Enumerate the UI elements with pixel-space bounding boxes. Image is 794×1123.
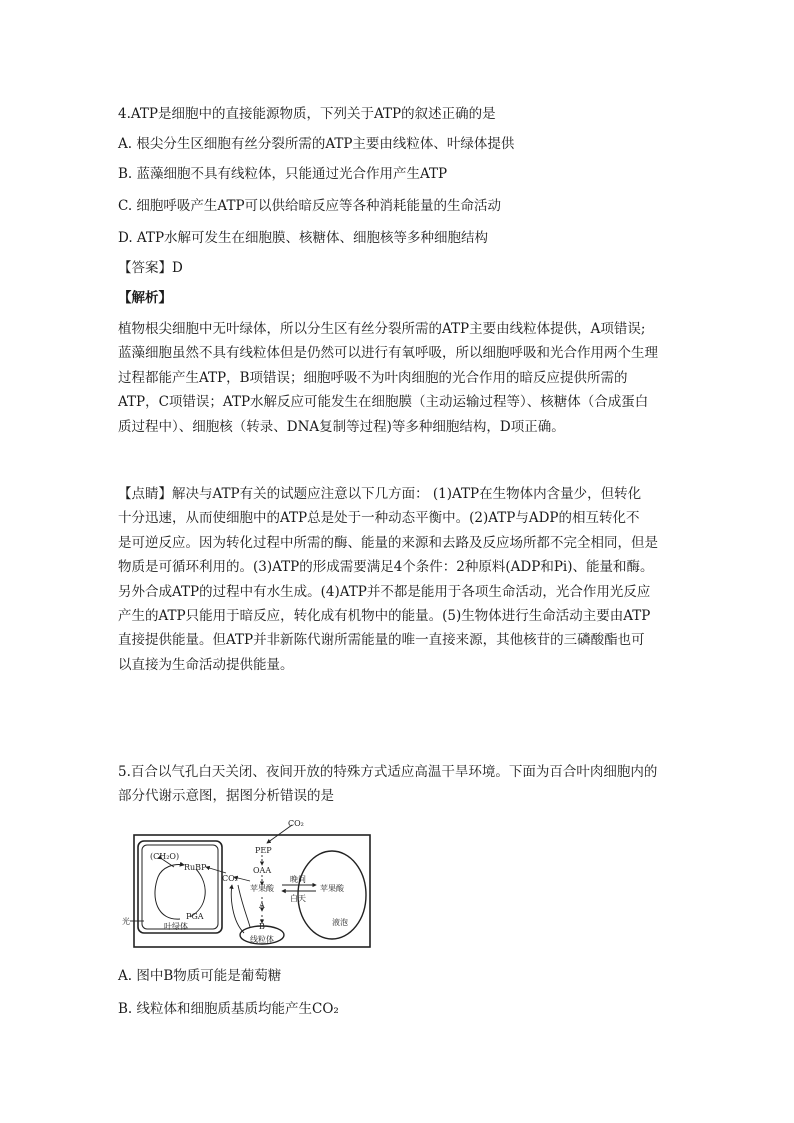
- metabolism-diagram: [122, 815, 374, 949]
- note-line: 产生的ATP只能用于暗反应，转化成有机物中的能量。(5)生物体进行生命活动主要由ATP: [118, 608, 651, 625]
- pga-label: PGA: [186, 912, 204, 921]
- analysis-line: 蓝藻细胞虽然不具有线粒体但是仍然可以进行有氧呼吸，所以细胞呼吸和光合作用两个生理: [118, 345, 658, 362]
- q5-line: 5.百合以气孔白天关闭、夜间开放的特殊方式适应高温干旱环境。下面为百合叶肉细胞内的: [118, 764, 658, 780]
- malate-right-label: 苹果酸: [320, 884, 344, 893]
- analysis-line: 质过程中）、细胞核（转录、DNA复制等过程)等多种细胞结构，D项正确。: [118, 418, 565, 435]
- note-line: 是可逆反应。因为转化过程中所需的酶、能量的来源和去路及反应场所都不完全相同，但是: [118, 534, 658, 551]
- co2-mid-label: CO₂: [222, 874, 238, 883]
- analysis-line: 过程都能产生ATP，B项错误；细胞呼吸不为叶肉细胞的光合作用的暗反应提供所需的: [118, 369, 628, 386]
- question-5-stem: [118, 760, 678, 809]
- analysis-label: 【解析】: [118, 290, 172, 306]
- note-line: 以直接为生命活动提供能量。: [118, 656, 294, 673]
- oaa-label: OAA: [253, 866, 272, 875]
- q4-answer: 【答案】D: [118, 260, 183, 276]
- a-label: A: [259, 901, 265, 910]
- q4-option-c: C. 细胞呼吸产生ATP可以供给暗反应等各种消耗能量的生命活动: [118, 198, 502, 214]
- light-label: 光: [122, 917, 130, 926]
- analysis-line: 植物根尖细胞中无叶绿体，所以分生区有丝分裂所需的ATP主要由线粒体提供，A项错误;: [118, 321, 646, 337]
- q4-option-d: D. ATP水解可发生在细胞膜、核糖体、细胞核等多种细胞结构: [118, 230, 489, 246]
- q5-line: 部分代谢示意图，据图分析错误的是: [118, 788, 334, 805]
- q4-option-b: B. 蓝藻细胞不具有线粒体，只能通过光合作用产生ATP: [118, 166, 448, 182]
- chloroplast-label: 叶绿体: [164, 922, 188, 931]
- ch2o-label: (CH₂O): [150, 852, 180, 861]
- b-label: B: [259, 922, 265, 931]
- malate-left-label: 苹果酸: [250, 884, 274, 893]
- q5-option-b: B. 线粒体和细胞质基质均能产生CO₂: [118, 1001, 339, 1017]
- analysis-line: ATP，C项错误；ATP水解反应可能发生在细胞膜（主动运输过程等）、核糖体（合成蛋白: [118, 394, 649, 411]
- q4-analysis: [118, 317, 678, 439]
- q4-option-a: A. 根尖分生区细胞有丝分裂所需的ATP主要由线粒体、叶绿体提供: [118, 136, 515, 152]
- rubp-label: RuBP: [184, 863, 207, 872]
- q5-option-a: A. 图中B物质可能是葡萄糖: [118, 968, 282, 984]
- calvin-cycle: [155, 865, 205, 920]
- mitochondrion-label: 线粒体: [250, 935, 274, 944]
- note-line: 【点睛】解决与ATP有关的试题应注意以下几方面： (1)ATP在生物体内含量少，但转化: [118, 486, 642, 502]
- night-label: 晚间: [290, 875, 306, 884]
- co2-top-label: CO₂: [288, 819, 304, 828]
- note-line: 物质是可循环利用的。(3)ATP的形成需要满足4个条件：2种原料(ADP和Pi)、能量和酶。: [118, 559, 654, 576]
- note-line: 另外合成ATP的过程中有水生成。(4)ATP并不都是能用于各项生命活动，光合作用光反应: [118, 583, 651, 600]
- q4-key-points: [118, 482, 678, 677]
- note-line: 直接提供能量。但ATP并非新陈代谢所需能量的唯一直接来源，其他核苷的三磷酸酯也可: [118, 632, 645, 649]
- day-label: 白天: [290, 894, 306, 903]
- vacuole-label: 液泡: [332, 918, 348, 927]
- note-line: 十分迅速，从而使细胞中的ATP总是处于一种动态平衡中。(2)ATP与ADP的相互转化不: [118, 510, 640, 527]
- question-4-title: 4.ATP是细胞中的直接能源物质，下列关于ATP的叙述正确的是: [118, 106, 496, 122]
- pep-label: PEP: [255, 846, 272, 855]
